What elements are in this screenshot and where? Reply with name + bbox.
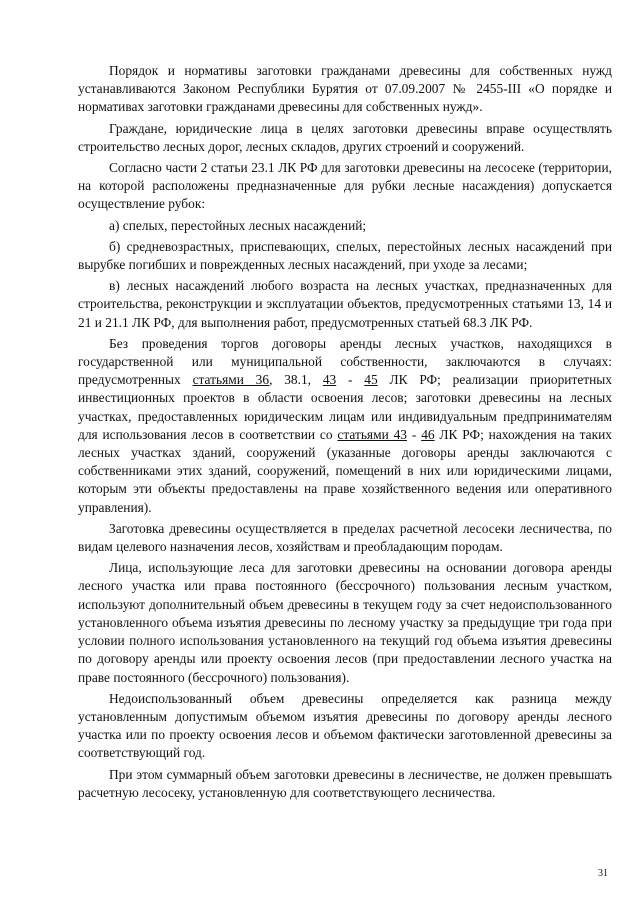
paragraph-article-23-1: Согласно части 2 статьи 23.1 ЛК РФ для заготовки древесины на лесосеке (территории, на которой расположены предназначенные для рубки лесные насаждения) допускается осуществление рубок: <box>78 160 612 212</box>
text-segment: Без проведения торгов договоры аренды лесных участков, находящихся в государственной или муниципальной собственности, заключаются в случаях: предусмотренных <box>78 335 612 388</box>
text-segment: - <box>407 426 422 442</box>
paragraph-underused-volume: Недоиспользованный объем древесины определяется как разница между установленным допустимым объемом изъятия древесины по договору аренды лесного участка или по проекту освоения лесов и объемом фактически заготовленной древесины за соответствующий год. <box>78 690 612 761</box>
text-segment: - <box>336 372 365 388</box>
text-segment: , 38.1, <box>269 372 323 388</box>
paragraph-total-volume-limit: При этом суммарный объем заготовки древесины в лесничестве, не должен превышать расчетную лесосеку, установленную для соответствующего лесничества. <box>78 766 612 800</box>
paragraph-harvest-limits: Заготовка древесины осуществляется в пределах расчетной лесосеки лесничества, по видам целевого назначения лесов, хозяйствам и преобладающим породам. <box>78 520 612 555</box>
link-articles-43[interactable]: статьями 43 <box>337 426 407 442</box>
paragraph-additional-volume: Лица, использующие леса для заготовки древесины на основании договора аренды лесного участка или права постоянного (бессрочного) пользования лесным участком, используют дополнительный объем древесины в текущем году за счет недоиспользованного установленного объема изъятия древесины по лесному участку за предыдущие три года при условии полного использования установленного на текущий год объема изъятия древесины по договору аренды или проекту освоения лесов (при предоставлении лесного участка на праве постоянного (бессрочного) пользования). <box>78 560 612 685</box>
list-item-a: а) спелых, перестойных лесных насаждений; <box>109 217 367 233</box>
link-article-43[interactable]: 43 <box>322 372 337 388</box>
list-item-b: б) средневозрастных, приспевающих, спелых, перестойных лесных насаждений при вырубке погибших и поврежденных лесных насаждений, при уходе за лесами; <box>78 238 612 273</box>
link-articles-36[interactable]: статьями 36 <box>192 372 270 388</box>
paragraph-citizens-wood-norms: Порядок и нормативы заготовки гражданами древесины для собственных нужд устанавливаются Законом Республики Бурятия от 07.09.2007 № 2455-III «О порядке и нормативах заготовки гражданами древесины для собственных нужд». <box>78 63 612 115</box>
document-page <box>78 62 612 802</box>
link-article-46[interactable]: 46 <box>421 426 435 442</box>
paragraph-construction-rights: Граждане, юридические лица в целях заготовки древесины вправе осуществлять строительство лесных дорог, лесных складов, других строений и сооружений. <box>78 120 612 154</box>
page-number: 31 <box>598 868 608 879</box>
paragraph-lease-without-tender <box>78 335 612 517</box>
link-article-45[interactable]: 45 <box>364 372 378 388</box>
text-segment: ЛК РФ; реализации приоритетных инвестиционных проектов в области освоения лесов; заготовки древесины на лесных участках, предоставленных юридическим лицам или индивидуальным предпринимателям для использования лесов в соответствии со <box>78 372 612 442</box>
text-segment: ЛК РФ; нахождения на таких лесных участках зданий, сооружений (указанные договоры аренды заключаются с собственниками этих зданий, сооружений, помещений в них или юридическими лицами, которым эти объекты предоставлены на праве хозяйственного ведения или оперативного управления). <box>78 426 612 515</box>
list-item-v: в) лесных насаждений любого возраста на лесных участках, предназначенных для строительства, реконструкции и эксплуатации объектов, предусмотренных статьями 13, 14 и 21 и 21.1 ЛК РФ, для выполнения работ, предусмотренных статьей 68.3 ЛК РФ. <box>78 278 612 330</box>
